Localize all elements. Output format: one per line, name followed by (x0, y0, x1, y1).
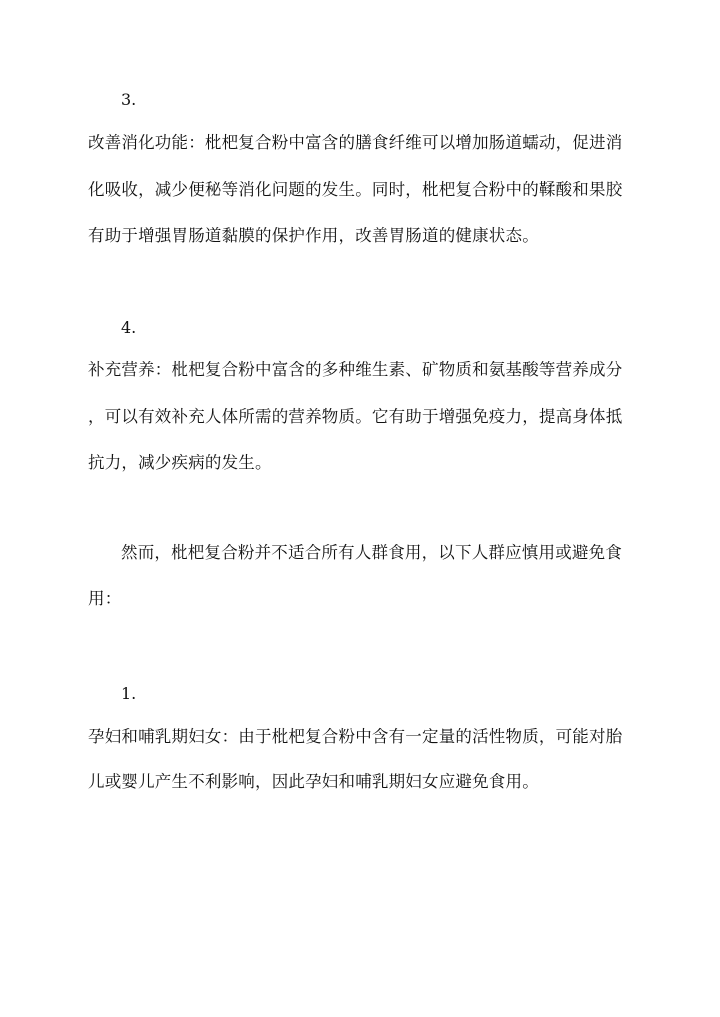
body-line: 有助于增强胃肠道黏膜的保护作用，改善胃肠道的健康状态。 (88, 226, 539, 245)
item-number: 1. (121, 684, 137, 703)
body-line: 补充营养：枇杷复合粉中富含的多种维生素、矿物质和氨基酸等营养成分 (88, 360, 623, 379)
item-number: 4. (121, 318, 137, 337)
body-line: 化吸收，减少便秘等消化问题的发生。同时，枇杷复合粉中的鞣酸和果胶 (88, 180, 623, 199)
item-number: 3. (121, 90, 137, 109)
body-line: 抗力，减少疾病的发生。 (88, 453, 272, 472)
body-line: 改善消化功能：枇杷复合粉中富含的膳食纤维可以增加肠道蠕动，促进消 (88, 133, 623, 152)
body-line: ，可以有效补充人体所需的营养物质。它有助于增强免疫力，提高身体抵 (88, 407, 623, 426)
body-line: 儿或婴儿产生不利影响，因此孕妇和哺乳期妇女应避免食用。 (88, 772, 539, 791)
body-line: 用： (88, 589, 122, 608)
body-line: 然而，枇杷复合粉并不适合所有人群食用，以下人群应慎用或避免食 (121, 543, 622, 562)
body-line: 孕妇和哺乳期妇女：由于枇杷复合粉中含有一定量的活性物质，可能对胎 (88, 727, 623, 746)
